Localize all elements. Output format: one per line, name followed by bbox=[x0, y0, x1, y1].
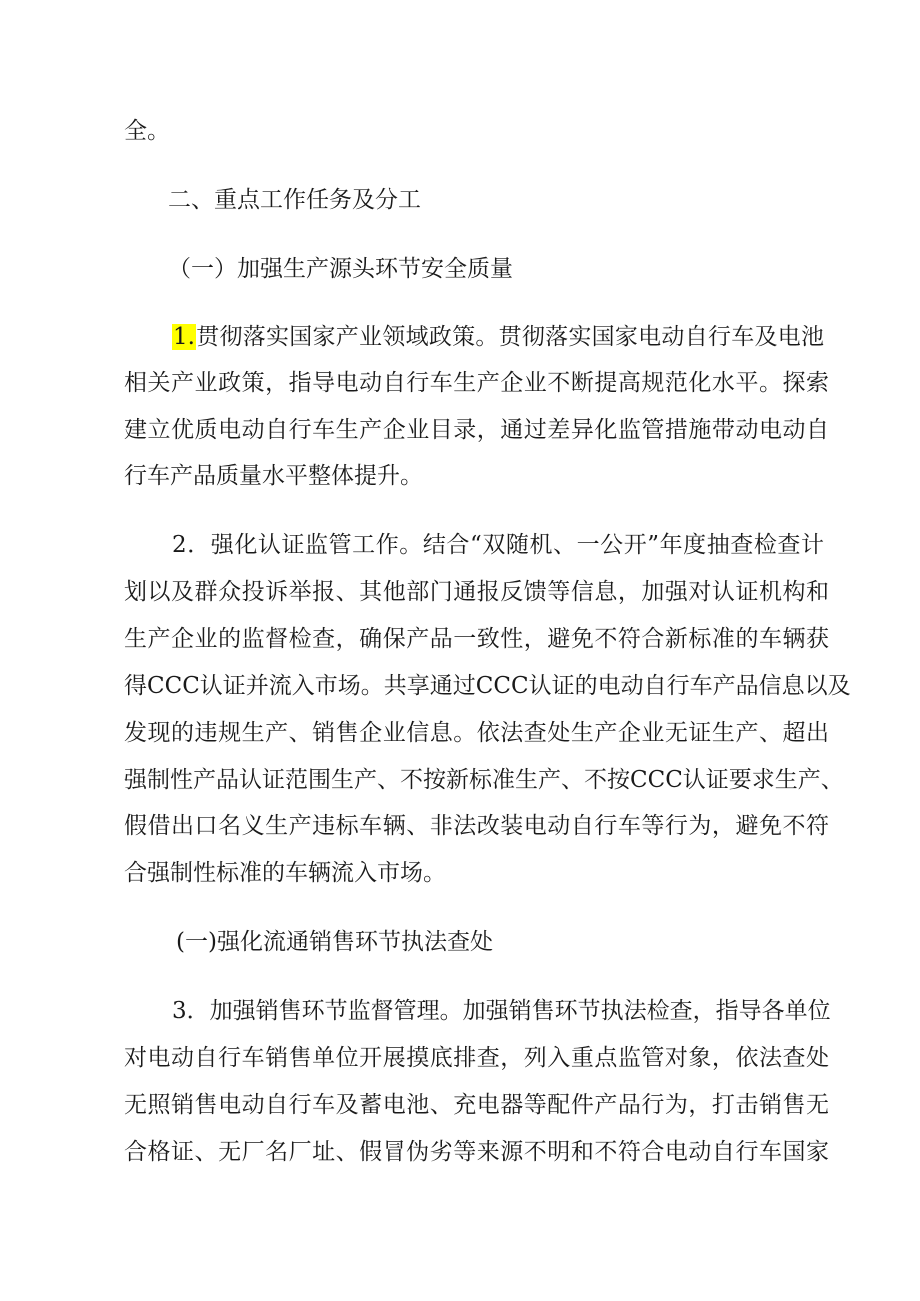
paragraph-line: 合强制性标准的车辆流入市场。 bbox=[124, 860, 446, 886]
paragraph-line: 强制性产品认证范围生产、不按新标准生产、不按CCC认证要求生产、 bbox=[124, 767, 844, 793]
paragraph-line: 得CCC认证并流入市场。共享通过CCC认证的电动自行车产品信息以及 bbox=[124, 673, 851, 699]
paragraph-line: 对电动自行车销售单位开展摸底排查，列入重点监管对象，依法查处 bbox=[124, 1045, 829, 1071]
paragraph-line-text: 贯彻落实国家产业领域政策。贯彻落实国家电动自行车及电池 bbox=[195, 324, 824, 350]
paragraph-line: 建立优质电动自行车生产企业目录，通过差异化监管措施带动电动自 bbox=[124, 417, 829, 443]
paragraph-line: 发现的违规生产、销售企业信息。依法查处生产企业无证生产、超出 bbox=[124, 720, 829, 746]
paragraph-line: 全。 bbox=[124, 118, 170, 144]
subsection-heading: (一)强化流通销售环节执法查处 bbox=[176, 929, 493, 955]
paragraph-line: 相关产业政策，指导电动自行车生产企业不断提高规范化水平。探索 bbox=[124, 370, 829, 396]
paragraph-line: 假借出口名义生产违标车辆、非法改装电动自行车等行为，避免不符 bbox=[124, 813, 829, 839]
paragraph-line: 3．加强销售环节监督管理。加强销售环节执法检查，指导各单位 bbox=[172, 998, 831, 1024]
paragraph-line: 无照销售电动自行车及蓄电池、充电器等配件产品行为，打击销售无 bbox=[124, 1092, 829, 1118]
paragraph-line: 行车产品质量水平整体提升。 bbox=[124, 463, 423, 489]
section-heading: 二、重点工作任务及分工 bbox=[168, 187, 421, 213]
subsection-heading: （一）加强生产源头环节安全质量 bbox=[168, 256, 513, 282]
paragraph-line: 合格证、无厂名厂址、假冒伪劣等来源不明和不符合电动自行车国家 bbox=[124, 1139, 829, 1165]
paragraph-line: 生产企业的监督检查，确保产品一致性，避免不符合新标准的车辆获 bbox=[124, 626, 829, 652]
highlighted-item-number: 1. bbox=[173, 324, 195, 350]
paragraph-line: 划以及群众投诉举报、其他部门通报反馈等信息，加强对认证机构和 bbox=[124, 579, 829, 605]
paragraph-line: 2．强化认证监管工作。结合“双随机、一公开”年度抽查检查计 bbox=[172, 532, 824, 558]
paragraph-line bbox=[172, 322, 824, 352]
